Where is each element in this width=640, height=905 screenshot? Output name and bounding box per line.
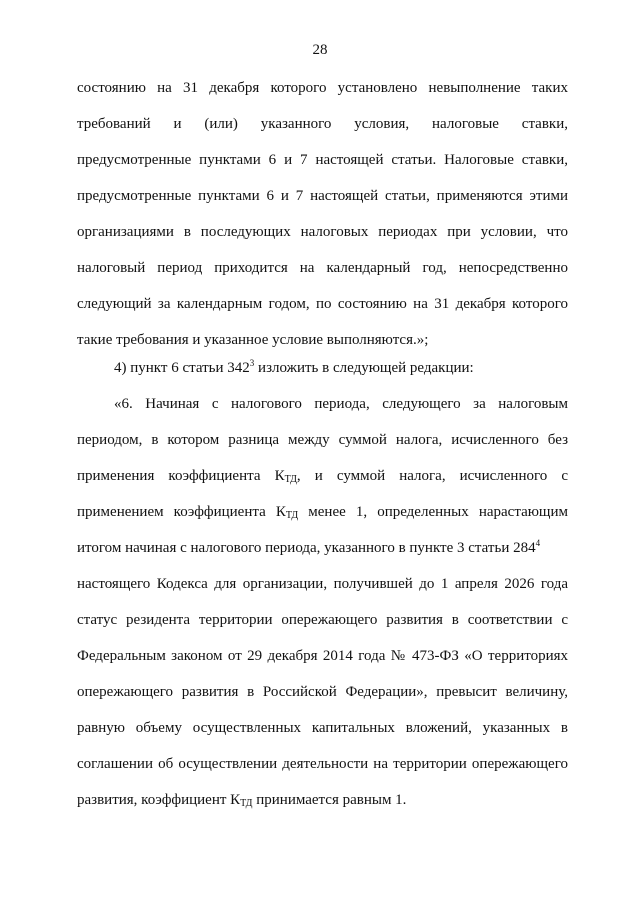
- text-line: «6. Начиная с налогового периода, следующего за налоговым: [114, 396, 568, 412]
- text-line: [77, 791, 568, 809]
- text-line: [77, 539, 568, 557]
- text-line: [114, 359, 568, 377]
- text-line: следующий за календарным годом, по состоянию на 31 декабря которого: [77, 296, 568, 312]
- text-line: настоящего Кодекса для организации, получившей до 1 апреля 2026 года: [77, 576, 568, 592]
- text-line: такие требования и указанное условие выполняются.»;: [77, 332, 429, 348]
- text-line: предусмотренные пунктами 6 и 7 настоящей статьи. Налоговые ставки,: [77, 152, 568, 168]
- text-line: [77, 503, 568, 521]
- text-line: соглашении об осуществлении деятельности на территории опережающего: [77, 756, 568, 772]
- superscript: 4: [535, 538, 541, 548]
- text-segment: 4) пункт 6 статьи 342: [114, 360, 250, 376]
- text-segment: развития, коэффициент К: [77, 792, 241, 808]
- text-line: налоговый период приходится на календарный год, непосредственно: [77, 260, 568, 276]
- text-line: равную объему осуществленных капитальных вложений, указанных в: [77, 720, 568, 736]
- text-segment: применения коэффициента $К_{ТД}$, и суммой налога, исчисленного с: [77, 468, 568, 485]
- text-line: статус резидента территории опережающего развития в соответствии с: [77, 612, 568, 628]
- text-line: периодом, в котором разница между суммой налога, исчисленного без: [77, 432, 568, 448]
- text-segment: изложить в следующей редакции:: [254, 360, 474, 376]
- superscript: 3: [249, 358, 255, 368]
- text-line: требований и (или) указанного условия, налоговые ставки,: [77, 116, 568, 132]
- text-segment: применением коэффициента $К_{ТД}$ менее 1, определенных нарастающим: [77, 504, 569, 521]
- text-line: организациями в последующих налоговых периодах при условии, что: [77, 224, 568, 240]
- text-segment: итогом начиная с налогового периода, указанного в пункте 3 статьи 284: [77, 540, 536, 556]
- text-line: состоянию на 31 декабря которого установлено невыполнение таких: [77, 80, 568, 96]
- text-line: Федеральным законом от 29 декабря 2014 года № 473-ФЗ «О территориях: [77, 648, 568, 664]
- text-line: опережающего развития в Российской Федерации», превысит величину,: [77, 684, 568, 700]
- subscript: ТД: [284, 474, 297, 485]
- text-segment: принимается равным 1.: [252, 792, 407, 808]
- page-number: 28: [312, 42, 328, 58]
- subscript: ТД: [285, 510, 299, 521]
- subscript: ТД: [240, 798, 253, 809]
- text-line: [77, 467, 568, 485]
- text-line: предусмотренные пунктами 6 и 7 настоящей статьи, применяются этими: [77, 188, 568, 204]
